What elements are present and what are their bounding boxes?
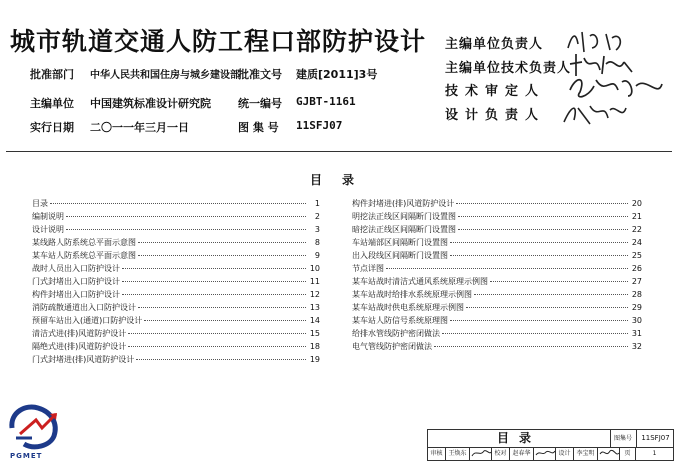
toc-entry[interactable]: 编制说明 2 [32,212,320,221]
design-signature [598,447,620,460]
review-label: 审核 [428,447,446,460]
title-block-name: 目录 [428,430,611,447]
effective-label: 实行日期 [30,121,74,134]
unified-no-value: GJBT-1161 [296,95,356,108]
responsible-tech: 主编单位技术负责人 [445,61,572,76]
effective-value: 二〇一一年三月一日 [90,121,189,134]
approve-doc-value: 建质[2011]3号 [296,68,378,81]
toc-entry[interactable]: 门式封堵进(排)风道防护设计 19 [32,355,320,364]
toc-entry[interactable]: 明挖法正线区间隔断门设置图 21 [352,212,642,221]
title-block [427,429,674,461]
approve-doc-label: 批准文号 [238,68,282,81]
signature-4 [560,98,630,128]
header-divider [6,151,672,152]
design-label: 设计 [556,447,574,460]
page-value: 1 [652,450,657,457]
toc-entry[interactable]: 某车站战时给排水系统原理示例图 28 [352,290,642,299]
toc-entry[interactable]: 节点详图 26 [352,264,642,273]
responsible-editor-unit: 主编单位负责人 [445,37,544,52]
toc-column-left [32,197,320,366]
toc-entry[interactable]: 目录 1 [32,199,320,208]
document-title: 城市轨道交通人防工程口部防护设计 [10,27,427,56]
toc-entry[interactable]: 预留车站出入(通道)口防护设计 14 [32,316,320,325]
page-label: 页 [620,447,636,460]
toc-title: 目录 [310,173,375,187]
approve-dept-label: 批准部门 [30,68,74,81]
toc-entry[interactable]: 消防疏散通道出入口防护设计 13 [32,303,320,312]
review-signature [470,447,492,460]
toc-entry[interactable]: 车站端部区间隔断门设置图 24 [352,238,642,247]
toc-entry[interactable]: 某车站战时清洁式通风系统原理示例图 27 [352,277,642,286]
pgmet-logo [6,398,66,454]
toc-entry[interactable]: 构件封堵进(排)风道防护设计 20 [352,199,642,208]
check-name: 赵春华 [510,447,534,460]
toc-entry[interactable]: 设计说明 3 [32,225,320,234]
toc-entry[interactable]: 隔绝式进(排)风道防护设计 18 [32,342,320,351]
atlas-no-label: 图 集 号 [238,121,279,134]
responsible-review: 技术审定人 [445,84,546,99]
logo-text: PGMET [10,452,43,460]
atlas-no-value: 11SFJ07 [296,119,343,132]
title-block-atlas-label: 图集号 [610,430,637,447]
check-signature [534,447,556,460]
toc-entry[interactable]: 某车站人防系统总平面示意图 9 [32,251,320,260]
editor-unit-value: 中国建筑标准设计研究院 [90,97,211,110]
toc-entry[interactable]: 构件封堵出入口防护设计 12 [32,290,320,299]
design-name: 李宝明 [574,447,598,460]
toc-entry[interactable]: 清洁式进(排)风道防护设计 15 [32,329,320,338]
unified-no-label: 统一编号 [238,97,282,110]
toc-entry[interactable]: 某车站人防信号系统原理图 30 [352,316,642,325]
toc-entry[interactable]: 门式封堵出入口防护设计 11 [32,277,320,286]
responsible-design: 设计负责人 [445,108,546,123]
toc-entry[interactable]: 电气管线防护密闭做法 32 [352,342,642,351]
toc-entry[interactable]: 出入段线区间隔断门设置图 25 [352,251,642,260]
editor-unit-label: 主编单位 [30,97,74,110]
toc-entry[interactable]: 战时人员出入口防护设计 10 [32,264,320,273]
toc-entry[interactable]: 暗挖法正线区间隔断门设置图 22 [352,225,642,234]
approve-dept-value: 中华人民共和国住房与城乡建设部 [90,70,240,81]
check-label: 校对 [492,447,510,460]
toc-column-right [352,197,642,353]
toc-entry[interactable]: 给排水管线防护密闭做法 31 [352,329,642,338]
review-name: 王焕东 [446,447,470,460]
title-block-atlas-value: 11SFJ07 [641,434,670,442]
toc-entry[interactable]: 某线路人防系统总平面示意图 8 [32,238,320,247]
toc-entry[interactable]: 某车站战时供电系统原理示例图 29 [352,303,642,312]
